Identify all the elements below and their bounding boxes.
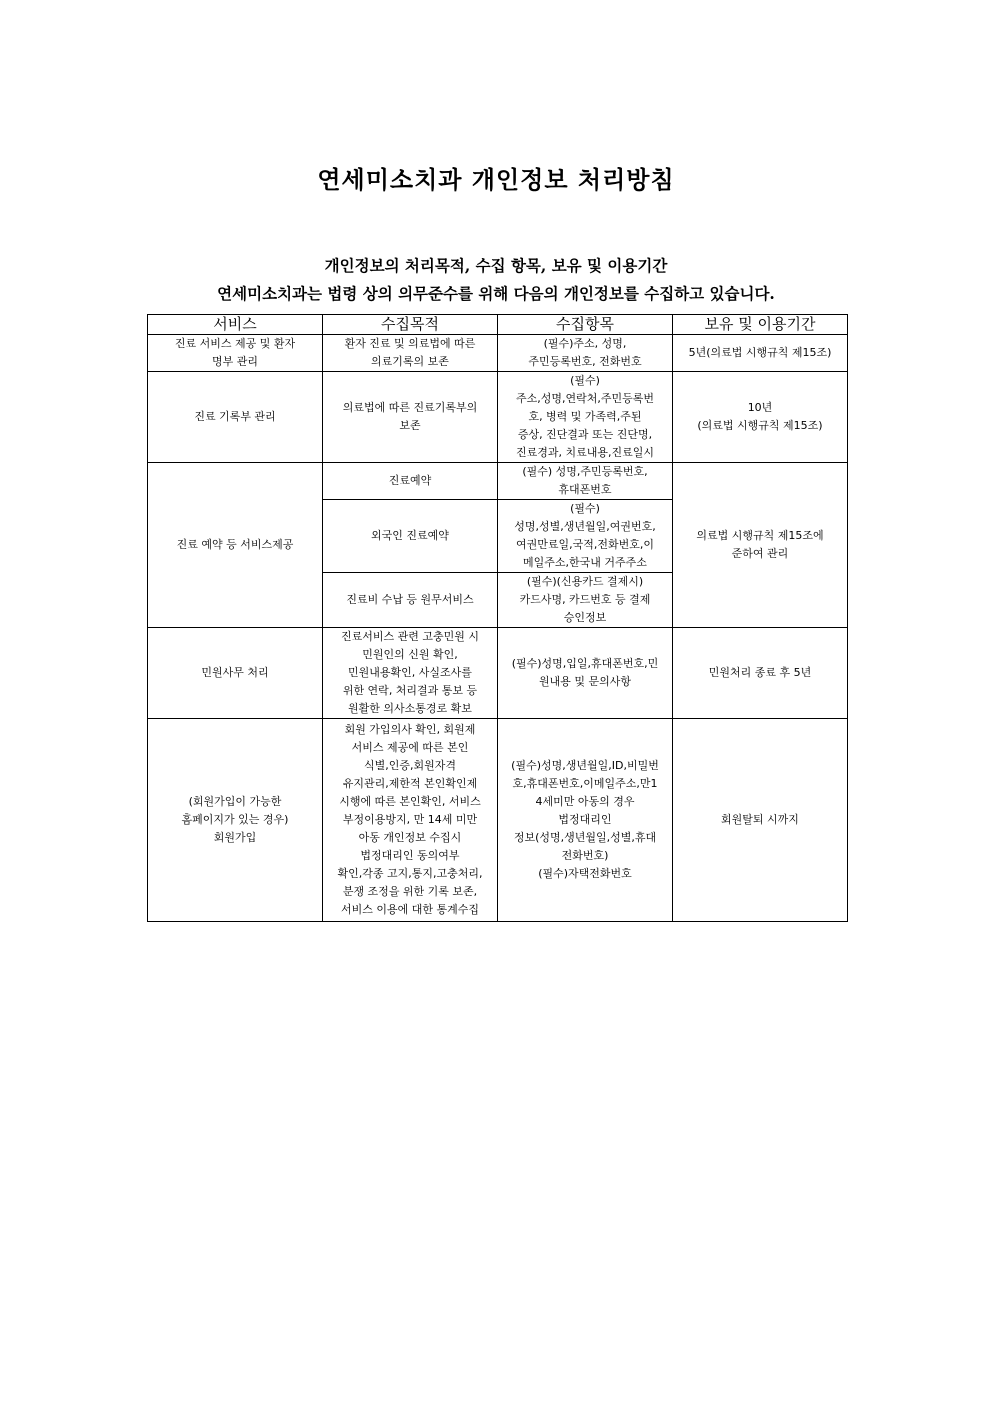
cell-items: (필수)성명,입일,휴대폰번호,민 원내용 및 문의사항	[498, 628, 673, 719]
header-period: 보유 및 이용기간	[673, 315, 848, 335]
cell-service: 진료 서비스 제공 및 환자 명부 관리	[148, 335, 323, 372]
cell-purpose: 회원 가입의사 확인, 회원제 서비스 제공에 따른 본인 식별,인증,회원자격 유지관리,제한적 본인확인제 시행에 따른 본인확인, 서비스 부정이용방지, 만 14세 미만 아동 개인정보 수집시 법정대리인 동의여부 확인,각종 고지,통지,고충처리, 분쟁 조정을 위한 기록 보존, 서비스 이용에 대한 통계수집	[323, 719, 498, 922]
cell-period: 민원처리 종료 후 5년	[673, 628, 848, 719]
cell-purpose: 진료서비스 관련 고충민원 시 민원인의 신원 확인, 민원내용확인, 사실조사를 위한 연락, 처리결과 통보 등 원활한 의사소통경로 확보	[323, 628, 498, 719]
header-items: 수집항목	[498, 315, 673, 335]
cell-items: (필수)(신용카드 결제시) 카드사명, 카드번호 등 결제 승인정보	[498, 573, 673, 628]
subtitle-line-1: 개인정보의 처리목적, 수집 항목, 보유 및 이용기간	[324, 256, 668, 275]
cell-purpose: 진료예약	[323, 463, 498, 500]
table-row	[148, 335, 848, 372]
cell-service: 진료 기록부 관리	[148, 372, 323, 463]
cell-items: (필수) 성명,주민등록번호, 휴대폰번호	[498, 463, 673, 500]
table-row	[148, 628, 848, 719]
privacy-table	[147, 314, 848, 922]
table-row	[148, 719, 848, 922]
header-service: 서비스	[148, 315, 323, 335]
cell-period: 의료법 시행규칙 제15조에 준하여 관리	[673, 463, 848, 628]
subtitle-line-2: 연세미소치과는 법령 상의 의무준수를 위해 다음의 개인정보를 수집하고 있습니다.	[217, 284, 775, 303]
header-purpose: 수집목적	[323, 315, 498, 335]
cell-items: (필수) 주소,성명,연락처,주민등록번 호, 병력 및 가족력,주된 증상, 진단결과 또는 진단명, 진료경과, 치료내용,진료일시	[498, 372, 673, 463]
cell-period: 10년 (의료법 시행규칙 제15조)	[673, 372, 848, 463]
cell-items: (필수) 성명,성별,생년월일,여권번호, 여권만료일,국적,전화번호,이 메일주소,한국내 거주주소	[498, 500, 673, 573]
table-row	[148, 463, 848, 500]
cell-purpose: 의료법에 따른 진료기록부의 보존	[323, 372, 498, 463]
table-row	[148, 372, 848, 463]
cell-items: (필수)성명,생년월일,ID,비밀번 호,휴대폰번호,이메일주소,만1 4세미만 아동의 경우 법정대리인 정보(성명,생년월일,성별,휴대 전화번호) (필수)자택전화번호	[498, 719, 673, 922]
cell-purpose: 외국인 진료예약	[323, 500, 498, 573]
cell-period: 회원탈퇴 시까지	[673, 719, 848, 922]
table-header-row	[148, 315, 848, 335]
page-title: 연세미소치과 개인정보 처리방침	[317, 165, 675, 194]
cell-period: 5년(의료법 시행규칙 제15조)	[673, 335, 848, 372]
cell-items: (필수)주소, 성명, 주민등록번호, 전화번호	[498, 335, 673, 372]
cell-service: 민원사무 처리	[148, 628, 323, 719]
cell-service: 진료 예약 등 서비스제공	[148, 463, 323, 628]
cell-purpose: 진료비 수납 등 원무서비스	[323, 573, 498, 628]
cell-service: (회원가입이 가능한 홈페이지가 있는 경우) 회원가입	[148, 719, 323, 922]
cell-purpose: 환자 진료 및 의료법에 따른 의료기록의 보존	[323, 335, 498, 372]
